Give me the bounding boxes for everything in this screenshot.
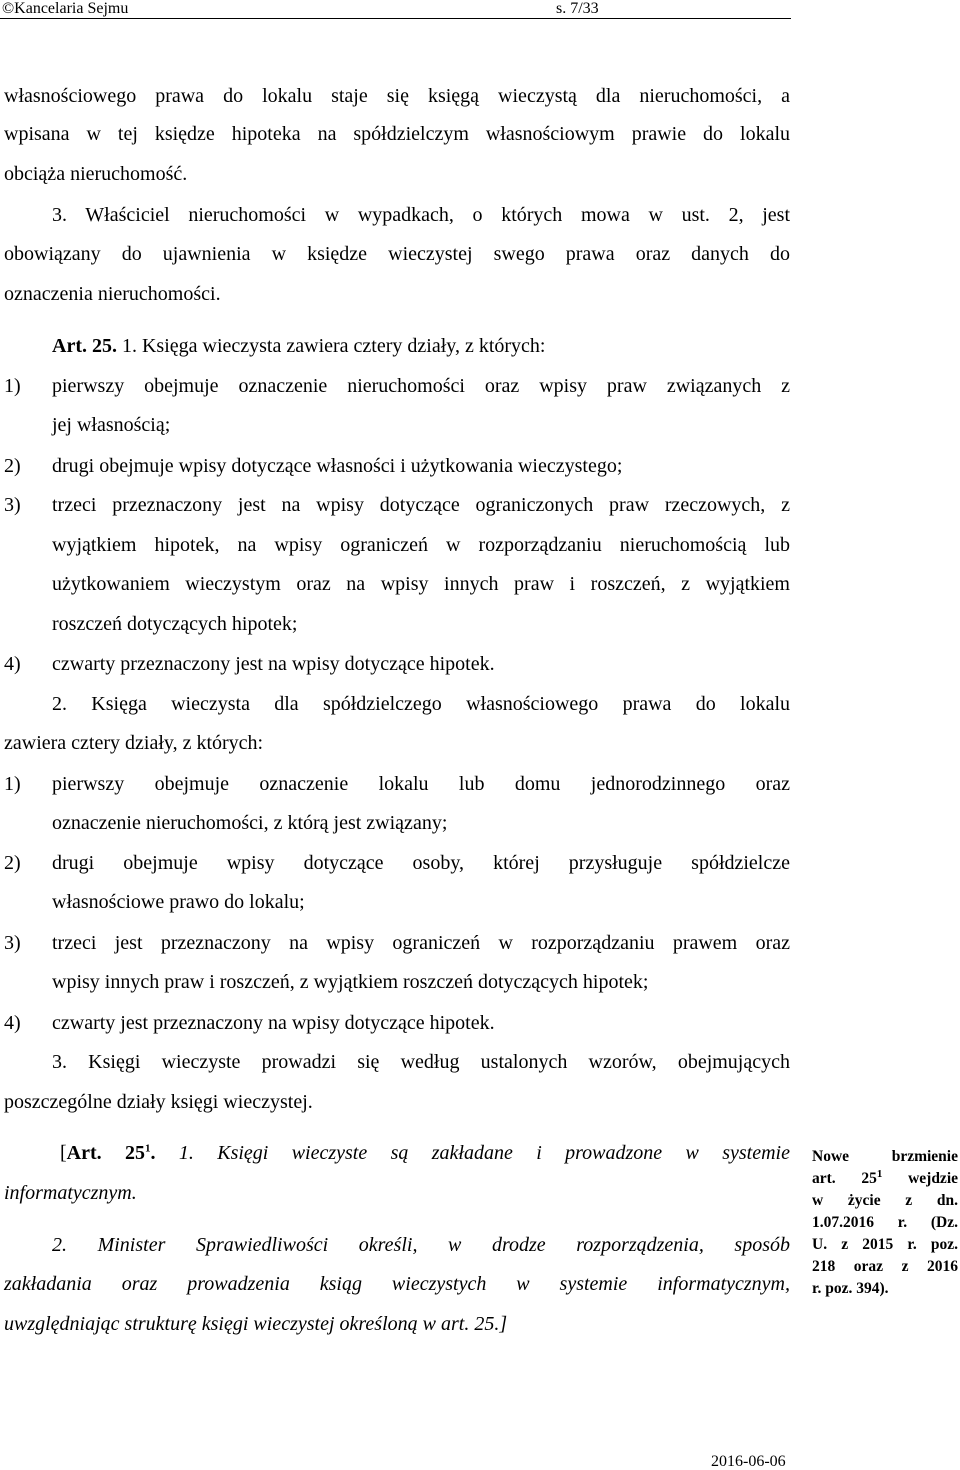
text-line: informatycznym. <box>4 1182 137 1204</box>
note-line: U. z 2015 r. poz. <box>812 1236 958 1253</box>
list-number: 4) <box>4 1012 21 1034</box>
list-item-text: oznaczenie nieruchomości, z którą jest związany; <box>52 812 448 834</box>
list-number: 4) <box>4 653 21 675</box>
article-text: 1. Księga wieczysta zawiera cztery działy, z których: <box>116 335 546 357</box>
list-number: 2) <box>4 852 21 874</box>
list-item-text: własnościowe prawo do lokalu; <box>52 891 305 913</box>
article-text: 1. Księgi wieczyste są zakładane i prowadzone w systemie <box>155 1142 790 1164</box>
open-bracket: [ <box>60 1142 67 1164</box>
article-label: Art. 25. <box>52 335 117 357</box>
text-line: uwzględniając strukturę księgi wieczystej określoną w art. 25.] <box>4 1313 508 1335</box>
list-item-text: użytkowaniem wieczystym oraz na wpisy innych praw i roszczeń, z wyjątkiem <box>52 573 790 595</box>
list-item-text: trzeci jest przeznaczony na wpisy ograniczeń w rozporządzaniu prawem oraz <box>52 932 790 954</box>
page-number: s. 7/33 <box>556 0 599 17</box>
list-item-text: pierwszy obejmuje oznaczenie nieruchomości oraz wpisy praw związanych z <box>52 375 790 397</box>
note-line: 218 oraz z 2016 <box>812 1258 958 1275</box>
text-line: 3. Księgi wieczyste prowadzi się według ustalonych wzorów, obejmujących <box>52 1051 790 1073</box>
footer-date: 2016-06-06 <box>711 1453 786 1470</box>
note-line: 1.07.2016 r. (Dz. <box>812 1214 958 1231</box>
list-item-text: czwarty jest przeznaczony na wpisy dotyczące hipotek. <box>52 1012 495 1034</box>
text-line: zawiera cztery działy, z których: <box>4 732 264 754</box>
list-item-text: wpisy innych praw i roszczeń, z wyjątkiem roszczeń dotyczących hipotek; <box>52 971 649 993</box>
list-number: 3) <box>4 494 21 516</box>
list-item-text: pierwszy obejmuje oznaczenie lokalu lub domu jednorodzinnego oraz <box>52 773 790 795</box>
list-number: 1) <box>4 773 21 795</box>
text-line: obowiązany do ujawnienia w księdze wieczystej swego prawa oraz danych do <box>4 243 790 265</box>
text-line: 2. Minister Sprawiedliwości określi, w drodze rozporządzenia, sposób <box>52 1234 790 1256</box>
note-line: art. $25^1$ wejdzie <box>812 1167 958 1187</box>
article-superscript: 1 <box>145 1142 151 1155</box>
list-number: 2) <box>4 455 21 477</box>
list-item-text: drugi obejmuje wpisy dotyczące osoby, której przysługuje spółdzielcze <box>52 852 790 874</box>
article-dot: . <box>150 1142 156 1164</box>
list-item-text: jej własnością; <box>52 414 171 436</box>
list-item-text: roszczeń dotyczących hipotek; <box>52 613 298 635</box>
text-line: oznaczenia nieruchomości. <box>4 283 221 305</box>
article-25-1-heading <box>60 1141 790 1165</box>
article-25-heading <box>52 334 545 358</box>
list-item-text: czwarty przeznaczony jest na wpisy dotyczące hipotek. <box>52 653 495 675</box>
article-label: Art. 25 <box>66 1142 146 1164</box>
text-line: 3. Właściciel nieruchomości w wypadkach, o których mowa w ust. 2, jest <box>52 204 790 226</box>
text-line: wpisana w tej księdze hipoteka na spółdzielczym własnościowym prawie do lokalu <box>4 123 790 145</box>
header-divider <box>0 18 791 19</box>
text-line: zakładania oraz prowadzenia ksiąg wieczystych w systemie informatycznym, <box>4 1273 790 1295</box>
margin-note <box>812 1146 958 1300</box>
note-line: w życie z dn. <box>812 1192 958 1209</box>
note-line: Nowe brzmienie <box>812 1148 958 1165</box>
note-line: r. poz. 394). <box>812 1280 889 1297</box>
list-number: 3) <box>4 932 21 954</box>
list-item-text: wyjątkiem hipotek, na wpisy ograniczeń w rozporządzaniu nieruchomością lub <box>52 534 790 556</box>
text-line: własnościowego prawa do lokalu staje się księgą wieczystą dla nieruchomości, a <box>4 85 790 107</box>
copyright-label: ©Kancelaria Sejmu <box>2 0 129 17</box>
list-item-text: drugi obejmuje wpisy dotyczące własności i użytkowania wieczystego; <box>52 455 623 477</box>
list-item-text: trzeci przeznaczony jest na wpisy dotyczące ograniczonych praw rzeczowych, z <box>52 494 790 516</box>
text-line: 2. Księga wieczysta dla spółdzielczego własnościowego prawa do lokalu <box>52 693 790 715</box>
text-line: obciąża nieruchomość. <box>4 163 188 185</box>
list-number: 1) <box>4 375 21 397</box>
text-line: poszczególne działy księgi wieczystej. <box>4 1091 313 1113</box>
